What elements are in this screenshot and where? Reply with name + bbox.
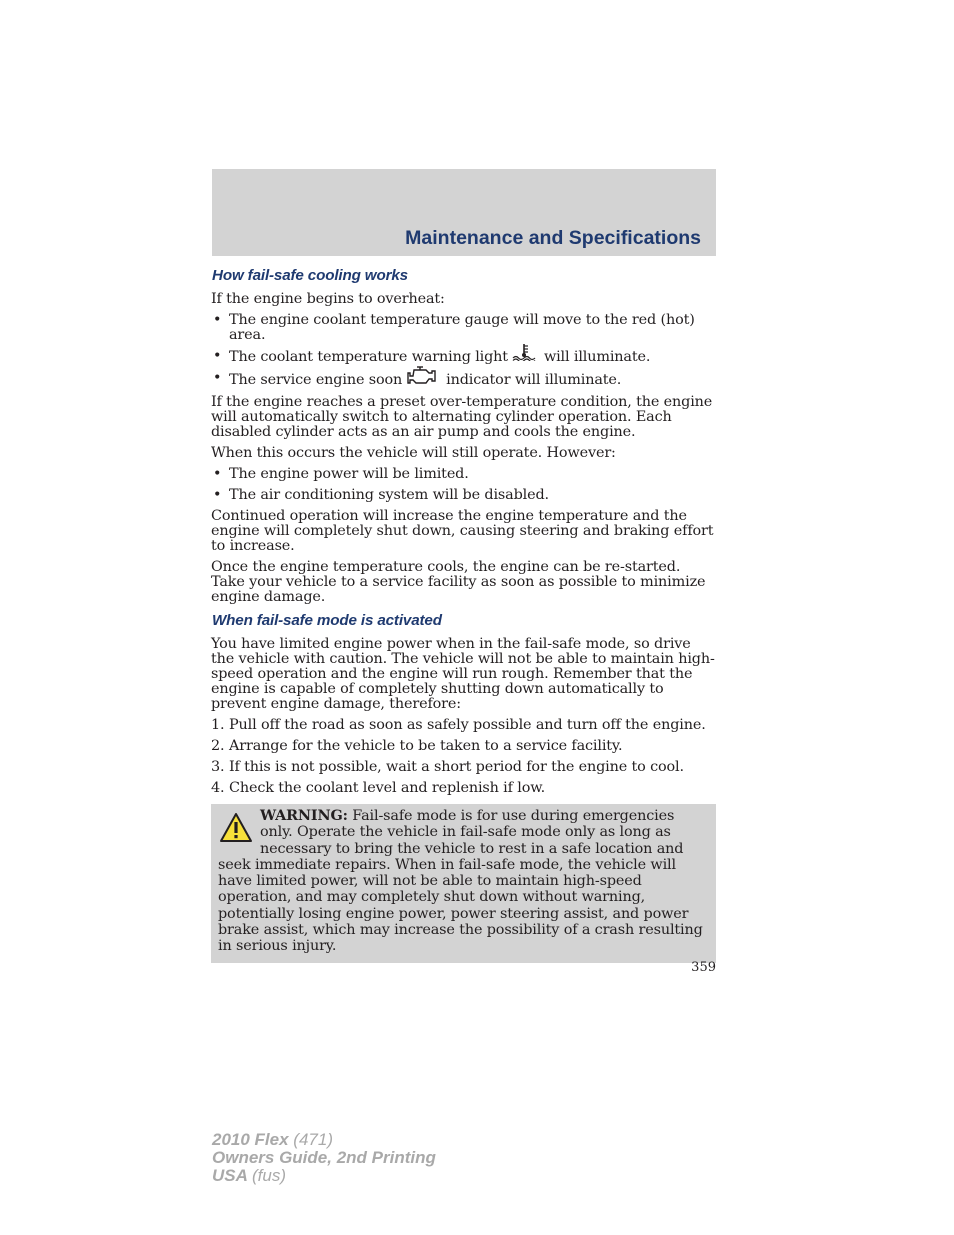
- overheat-bullet-list: [211, 313, 716, 389]
- warning-text: Fail-safe mode is for use during emergencies only. Operate the vehicle in fail-safe mode only as long as necessary to bring the vehicle to rest in a safe location and seek immediate repairs. When in fail-safe mode, the vehicle will have limited power, will not be able to maintain high-speed operation, and may completely shut down without warning, potentially losing engine power, power steering assist, and power brake assist, which may increase the possibility of a crash resulting in serious injury.: [218, 808, 703, 955]
- list-item: • The service engine soon indicator will illuminate.: [211, 371, 716, 389]
- list-item: • The engine coolant temperature gauge will move to the red (hot) area.: [211, 313, 716, 343]
- list-item: 1. Pull off the road as soon as safely possible and turn off the engine.: [211, 717, 706, 733]
- document-footer: 2010 Flex (471) Owners Guide, 2nd Printing USA (fus): [212, 1130, 436, 1185]
- intro-text: If the engine begins to overheat:: [211, 291, 445, 307]
- effects-bullet-list: [211, 467, 716, 503]
- page-content: [211, 266, 716, 963]
- list-item: 2. Arrange for the vehicle to be taken to a service facility.: [211, 738, 623, 754]
- section-title: Maintenance and Specifications: [405, 227, 701, 249]
- list-item: • The engine power will be limited.: [211, 467, 716, 482]
- page-number: 359: [691, 960, 716, 975]
- section-header-bar: [212, 169, 716, 256]
- warning-label: WARNING:: [260, 807, 348, 824]
- engine-icon: [406, 365, 438, 389]
- heading-fail-safe-cooling: How fail-safe cooling works: [212, 267, 408, 284]
- paragraph: When this occurs the vehicle will still operate. However:: [211, 445, 616, 461]
- coolant-temperature-icon: [512, 343, 536, 365]
- paragraph: If the engine reaches a preset over-temperature condition, the engine will automatically switch to alternating cylinder operation. Each disabled cylinder acts as an air pump and cools the engine.: [211, 394, 713, 440]
- list-item: • The coolant temperature warning light will illuminate.: [211, 349, 716, 365]
- steps-list: [211, 718, 716, 796]
- warning-box: [211, 804, 716, 963]
- warning-triangle-icon: [218, 811, 254, 845]
- list-item: 3. If this is not possible, wait a short period for the engine to cool.: [211, 759, 684, 775]
- list-item: 4. Check the coolant level and replenish if low.: [211, 780, 546, 796]
- list-item: • The air conditioning system will be disabled.: [211, 488, 716, 503]
- paragraph: Once the engine temperature cools, the engine can be re-started. Take your vehicle to a service facility as soon as possible to minimize engine damage.: [211, 559, 706, 605]
- paragraph: Continued operation will increase the engine temperature and the engine will completely shut down, causing steering and braking effort to increase.: [211, 508, 714, 554]
- heading-fail-safe-activated: When fail-safe mode is activated: [212, 612, 442, 629]
- paragraph: You have limited engine power when in the fail-safe mode, so drive the vehicle with caution. The vehicle will not be able to maintain high-speed operation and the engine will run rough. Remember that the engine is capable of completely shutting down automatically to prevent engine damage, therefore:: [211, 636, 715, 712]
